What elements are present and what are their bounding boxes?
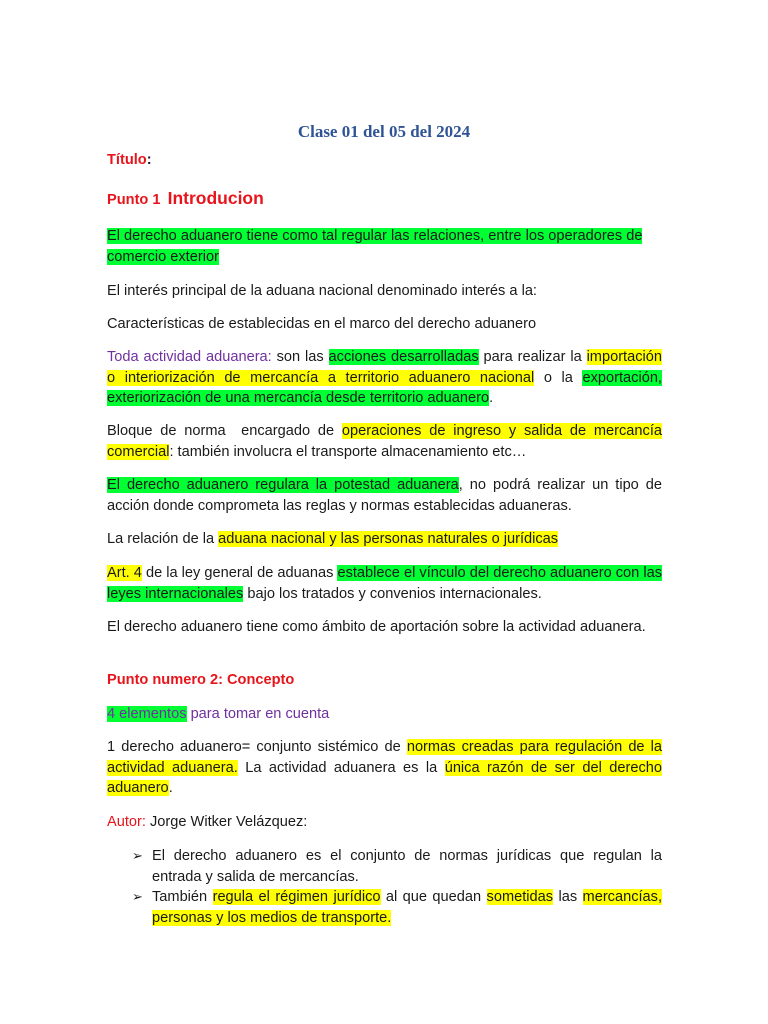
text: al que quedan [380,889,487,905]
highlight-yellow-text: única razón de ser del derecho aduanero [107,759,663,796]
list-item [107,887,662,928]
text: La relación de la [107,531,219,547]
paragraph-8 [107,563,662,604]
highlight-yellow-text: mercancías, personas y los medios de transporte. [152,889,663,926]
highlight-green-text: 4 elementos [107,706,187,722]
paragraph-10 [107,704,662,725]
highlight-green-text: exportación, exteriorización de una mercancía desde territorio aduanero [107,369,662,406]
punto1-title: Introducion [167,188,264,208]
highlight-green-text: establece el vínculo del derecho aduanero con las leyes internacionales [107,565,663,602]
paragraph-9: El derecho aduanero tiene como ámbito de aportación sobre la actividad aduanera. [107,619,646,635]
highlight-yellow-text: normas creadas para regulación de la actividad aduanera. [107,739,662,776]
author-label: Autor: [107,814,146,830]
titulo-line [107,150,662,171]
text: para realizar la [478,349,587,365]
paragraph-5 [107,421,662,462]
highlight-yellow-text: regula el régimen jurídico [212,889,381,905]
paragraph-12 [107,812,662,833]
paragraph-1 [107,226,662,267]
highlight-yellow-text: aduana nacional y las personas naturales o jurídicas [218,531,559,547]
text: : también involucra el transporte almacenamiento etc… [169,443,527,460]
paragraph-7 [107,529,662,550]
titulo-colon: : [146,152,152,168]
punto2-heading: Punto numero 2: Concepto [107,672,295,688]
text: El derecho aduanero es el conjunto de normas jurídicas que regulan la entrada y salida de mercancías. [152,848,662,885]
arrow-bullet-icon: ➢ [132,848,143,863]
text: La actividad aduanera es la [237,759,445,776]
text: . [489,390,494,406]
paragraph-3: Características de establecidas en el marco del derecho aduanero [107,316,537,332]
highlight-green-text: El derecho aduanero tiene como tal regular las relaciones, entre los operadores de comercio exterior [107,228,643,265]
text: 1 derecho aduanero= conjunto sistémico de [107,739,407,755]
paragraph-4 [107,347,662,409]
punto1-heading [107,188,662,211]
text: . [168,780,173,796]
highlight-yellow-text: Art. 4 [107,565,142,581]
purple-text: para tomar en cuenta [186,706,330,722]
text: son las [271,349,329,365]
text: , no podrá realizar un tipo de acción donde comprometa las reglas y normas establecidas aduaneras. [107,477,662,514]
text: las [553,889,583,905]
text: bajo los tratados y convenios internacionales. [243,585,542,602]
paragraph-2: El interés principal de la aduana nacional denominado interés a la: [107,283,537,299]
paragraph-11 [107,737,662,799]
list-item [107,846,662,887]
text: o la [534,369,583,386]
highlight-green-text: acciones desarrolladas [328,349,479,365]
punto1-label: Punto 1 [107,192,161,208]
highlight-yellow-text: importación o interiorización de mercancía a territorio aduanero nacional [107,349,662,386]
author-name: Jorge Witker Velázquez: [145,814,308,830]
highlight-green-text: El derecho aduanero regulara la potestad aduanera [107,477,459,493]
purple-term: Toda actividad aduanera: [107,349,272,365]
paragraph-6 [107,475,662,516]
highlight-yellow-text: sometidas [486,889,554,905]
text: Bloque de norma encargado de [107,423,342,439]
titulo-label: Título [107,152,147,168]
highlight-yellow-text: operaciones de ingreso y salida de mercancía comercial [107,423,662,460]
document-title: Clase 01 del 05 del 2024 [297,122,471,141]
text: de la ley general de aduanas [141,565,338,581]
text: También [152,889,213,905]
bullet-list [107,846,662,928]
arrow-bullet-icon: ➢ [132,889,143,904]
